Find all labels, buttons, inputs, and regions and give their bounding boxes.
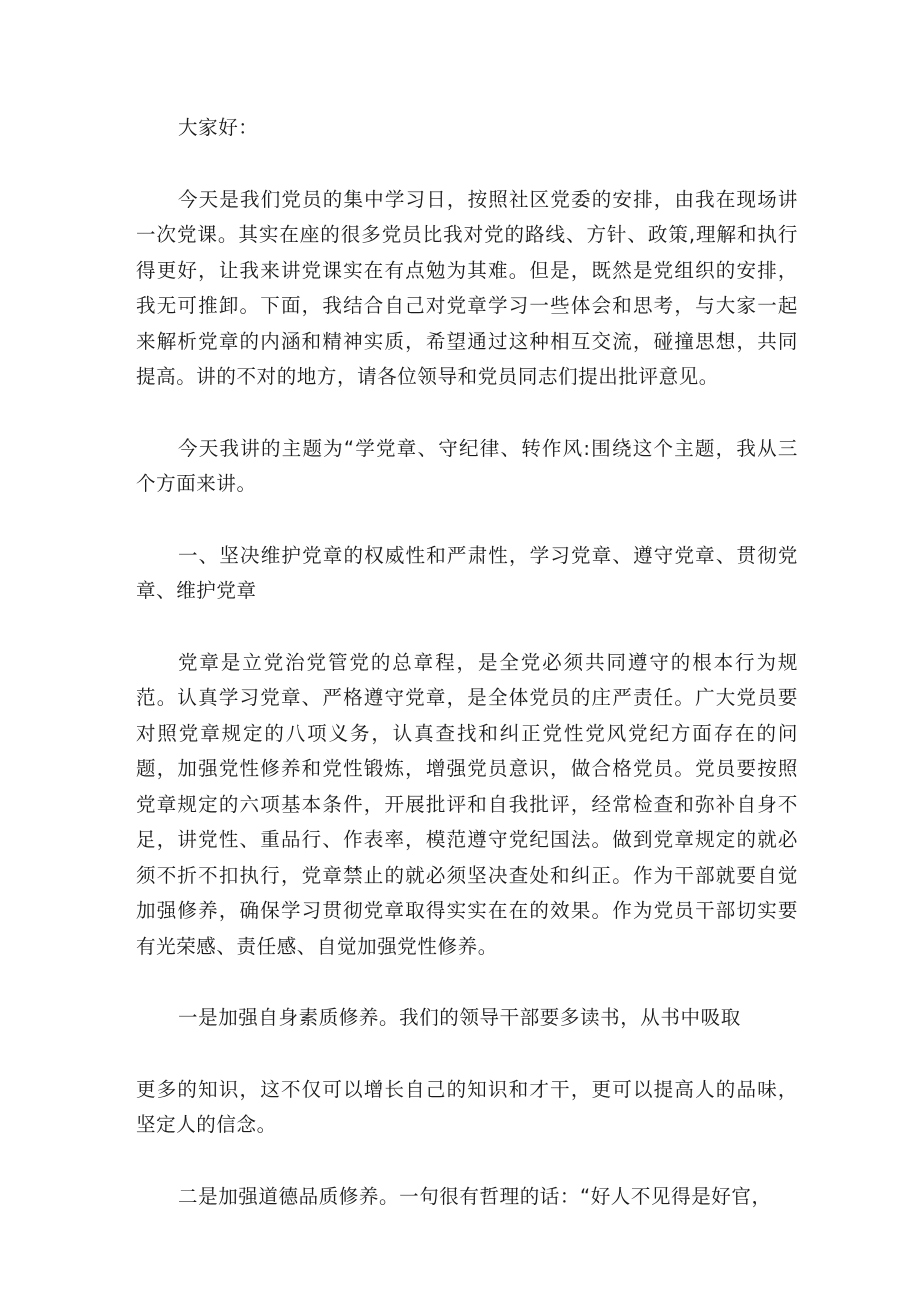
intro-paragraph: 今天是我们党员的集中学习日，按照社区党委的安排，由我在现场讲一次党课。其实在座的很多党员比我对党的路线、方针、政策,理解和执行得更好，让我来讲党课实在有点勉为其难。但是，既然是党组织的安排，我无可推卸。下面，我结合自己对党章学习一些体会和思考，与大家一起来解析党章的内涵和精神实质，希望通过这种相互交流，碰撞思想，共同提高。讲的不对的地方，请各位领导和党员同志们提出批评意见。 — [136, 187, 798, 388]
point-1-continuation: 更多的知识，这不仅可以增长自己的知识和才干，更可以提高人的品味，坚定人的信念。 — [136, 1077, 798, 1136]
section-heading-1: 一、坚决维护党章的权威性和严肃性，学习党章、遵守党章、贯彻党章、维护党章 — [136, 543, 798, 602]
theme-paragraph: 今天我讲的主题为“学党章、守纪律、转作风:围绕这个主题，我从三个方面来讲。 — [136, 436, 798, 495]
point-2-paragraph: 二是加强道德品质修养。一句很有哲理的话：“好人不见得是好官， — [178, 1184, 772, 1208]
greeting: 大家好： — [178, 116, 259, 139]
party-constitution-paragraph: 党章是立党治党管党的总章程，是全党必须共同遵守的根本行为规范。认真学习党章、严格遵守党章，是全体党员的庄严责任。广大党员要对照党章规定的八项义务，认真查找和纠正党性党风党纪方面存在的问题，加强党性修养和党性锻炼，增强党员意识，做合格党员。党员要按照党章规定的六项基本条件，开展批评和自我批评，经常检查和弥补自身不足，讲党性、重品行、作表率，模范遵守党纪国法。做到党章规定的就必须不折不扣执行，党章禁止的就必须坚决查处和纠正。作为干部就要自觉加强修养，确保学习贯彻党章取得实实在在的效果。作为党员干部切实要有光荣感、责任感、自觉加强党性修养。 — [136, 650, 798, 958]
document-body — [136, 110, 798, 1214]
point-1-paragraph: 一是加强自身素质修养。我们的领导干部要多读书，从书中吸取 — [178, 1006, 741, 1029]
